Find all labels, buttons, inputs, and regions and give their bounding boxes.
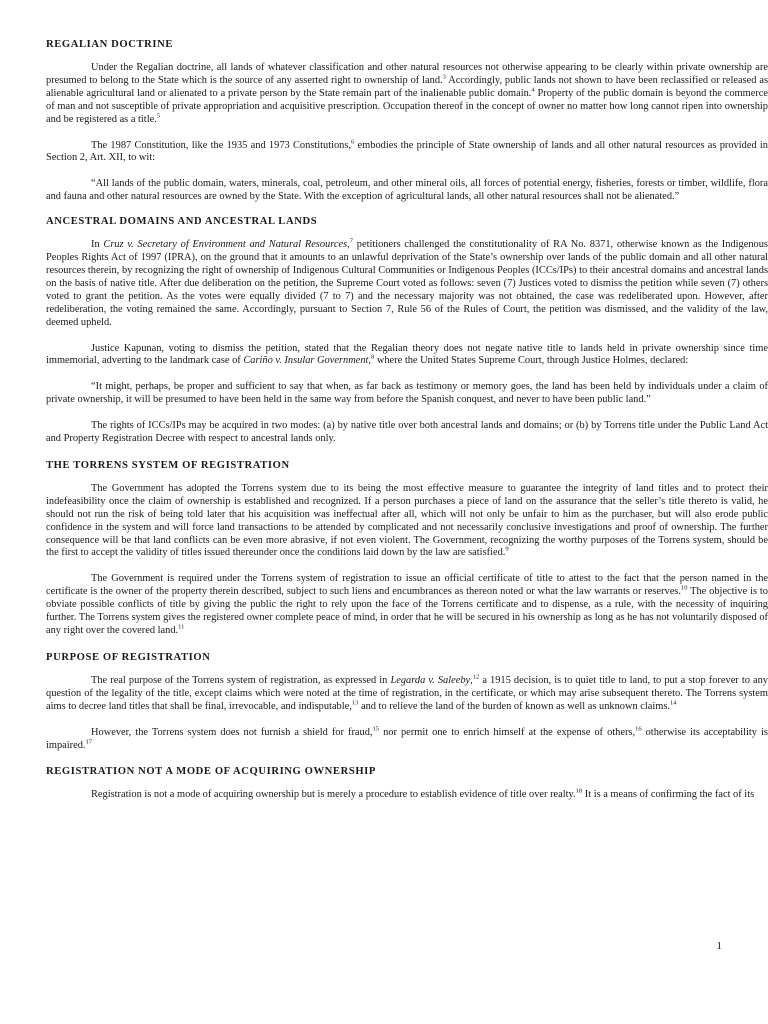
- paragraph-kapunan: Justice Kapunan, voting to dismiss the petition, stated that the Regalian theory does not negate native title to lands held in private ownership since time immemorial, adverting to the landmark case of Cariño v. Insular Government,$^8$ where the United States Supreme Court, through Justice Holmes, declared:: [46, 342, 768, 367]
- footnote-ref[interactable]: 4: [531, 86, 535, 94]
- paragraph-certificate: The Government is required under the Torrens system of registration to issue an official certificate of title to attest to the fact that the person named in the certificate is the owner of the property therein described, subject to such liens and encumbrances as thereon noted or what the law warrants or reserves.$^{10}$ The objective is to obviate possible conflicts of title by giving the public the right to rely upon the face of the Torrens certificate and to dispense, as a rule, with the necessity of inquiring further. The Torrens system gives the registered owner complete peace of mind, in order that he will be secured in his ownership as long as he has not voluntarily disposed of any right over the covered land.$^{11}$: [46, 573, 768, 636]
- footnote-ref[interactable]: 16: [635, 725, 642, 733]
- footnote-ref[interactable]: 12: [472, 673, 480, 681]
- footnote-ref[interactable]: 11: [178, 623, 185, 631]
- heading-regalian-doctrine: REGALIAN DOCTRINE: [46, 39, 174, 50]
- footnote-ref[interactable]: 6: [351, 138, 355, 146]
- footnote-ref[interactable]: 17: [85, 738, 93, 746]
- paragraph-constitution: The 1987 Constitution, like the 1935 and 1973 Constitutions,$^6$ embodies the principle of State ownership of lands and all other natural resources as provided in Section 2, Art. XII, to wit:: [46, 138, 768, 164]
- paragraph-registration-evidence: Registration is not a mode of acquiring ownership but is merely a procedure to establish evidence of title over realty.$^{18}$ It is a means of confirming the fact of its: [91, 787, 755, 801]
- footnote-ref[interactable]: 18: [575, 787, 583, 795]
- footnote-ref[interactable]: 7: [349, 237, 354, 245]
- paragraph-purpose: The real purpose of the Torrens system of registration, as expressed in Legarda v. Saleeby,$^{12}$ a 1915 decision, is to quiet title to land, to put a stop forever to any question of the legality of the title, except claims which were noted at the time of registration, in the certificate, or which may arise subsequent thereto. The Torrens system aims to decree land titles that shall be final, irrevocable, and indisputable,$^{13}$ and to relieve the land of the burden of known as well as unknown claims.$^{14}$: [46, 673, 768, 712]
- heading-registration-not-mode: REGISTRATION NOT A MODE OF ACQUIRING OWNERSHIP: [46, 766, 376, 778]
- case-citation: Legarda v. Saleeby: [390, 674, 471, 686]
- paragraph-regalian: Under the Regalian doctrine, all lands of whatever classification and other natural resources not otherwise appearing to be clearly within private ownership are presumed to belong to the State which is the source of any asserted right to ownership of land.$^3$ Accordingly, public lands not shown to have been reclassified or released as alienable agricultural land or alienated to a private person by the State remain part of the inalienable public domain.$^4$ Property of the public domain is beyond the commerce of man and not susceptible of private appropriation and acquisitive prescription. Occupation thereof in the concept of owner no matter how long cannot ripen into ownership and be registered as a title.$^5$: [46, 62, 768, 125]
- footnote-ref[interactable]: 3: [442, 73, 446, 81]
- quote-holmes: “It might, perhaps, be proper and sufficient to say that when, as far back as testimony or memory goes, the land has been held by individuals under a claim of private ownership, it will be presumed to have been held in the same way from before the Spanish conquest, and never to have been public land.”: [46, 381, 768, 406]
- footnote-ref[interactable]: 9: [505, 546, 509, 553]
- footnote-ref[interactable]: 13: [351, 699, 359, 707]
- paragraph-iccs-rights: The rights of ICCs/IPs may be acquired in two modes: (a) by native title over both ancestral lands and domains; or (b) by Torrens title under the Public Land Act and Property Registration Decree with respect to ancestral lands only.: [46, 420, 768, 445]
- document-body: [46, 38, 768, 802]
- footnote-ref[interactable]: 5: [156, 112, 161, 120]
- paragraph-fraud: However, the Torrens system does not furnish a shield for fraud,$^{15}$ nor permit one to enrich himself at the expense of others,$^{16}$ otherwise its acceptability is impaired.$^{17}$: [46, 725, 768, 751]
- footnote-ref[interactable]: 15: [372, 725, 380, 733]
- footnote-ref[interactable]: 8: [371, 353, 375, 361]
- heading-torrens-system: THE TORRENS SYSTEM OF REGISTRATION: [46, 459, 290, 471]
- footnote-ref[interactable]: 14: [670, 699, 677, 707]
- heading-purpose-of-registration: PURPOSE OF REGISTRATION: [46, 651, 211, 663]
- quote-constitution: “All lands of the public domain, waters, minerals, coal, petroleum, and other mineral oils, all forces of potential energy, fisheries, forests or timber, wildlife, flora and fauna and other natural resources are owned by the State. With the exception of agricultural lands, all other natural resources shall not be alienated.”: [46, 178, 768, 203]
- footnote-ref[interactable]: 10: [680, 584, 688, 592]
- case-citation: Cariño v. Insular Government,: [243, 355, 372, 367]
- page-number: 1: [716, 940, 722, 952]
- heading-ancestral-domains: ANCESTRAL DOMAINS AND ANCESTRAL LANDS: [46, 216, 318, 228]
- case-citation: Cruz v. Secretary of Environment and Natural Resources: [103, 239, 348, 251]
- paragraph-torrens-adopted: The Government has adopted the Torrens system due to its being the most effective measure to guarantee the integrity of land titles and to protect their indefeasibility once the claim of ownership is established and recognized. If a person purchases a piece of land on the assurance that the seller’s title thereto is valid, he should not run the risk of being told later that his acquisition was ineffectual after all, which will not only be unfair to him as the purchaser, but will also erode public confidence in the system and will force land transactions to be attended by complicated and not necessarily conclusive investigations and proof of ownership. The further consequence will be that land conflicts can be even more abrasive, if not even violent. The Government, recognizing the worthy purposes of the Torrens system, should be the first to accept the validity of titles issued thereunder once the conditions laid down by the law are satisfied.$^9$: [46, 482, 768, 559]
- paragraph-cruz-case: In Cruz v. Secretary of Environment and Natural Resources,$^7$ petitioners challenged the constitutionality of RA No. 8371, otherwise known as the Indigenous Peoples Rights Act of 1997 (IPRA), on the ground that it amounts to an unlawful deprivation of the State’s ownership over lands of the public domain and all other natural resources therein, by recognizing the right of ownership of Indigenous Cultural Communities or Indigenous Peoples (ICCs/IPs) to their ancestral domains and ancestral lands on the basis of native title. After due deliberation on the petition, the Supreme Court voted as follows: seven (7) Justices voted to dismiss the petition while seven (7) others voted to grant the petition. As the votes were equally divided (7 to 7) and the necessary majority was not obtained, the case was redeliberated upon. However, after redeliberation, the voting remained the same. Accordingly, pursuant to Section 7, Rule 56 of the Rules of Court, the petition was dismissed, and the validity of the law, deemed upheld.: [46, 237, 768, 328]
